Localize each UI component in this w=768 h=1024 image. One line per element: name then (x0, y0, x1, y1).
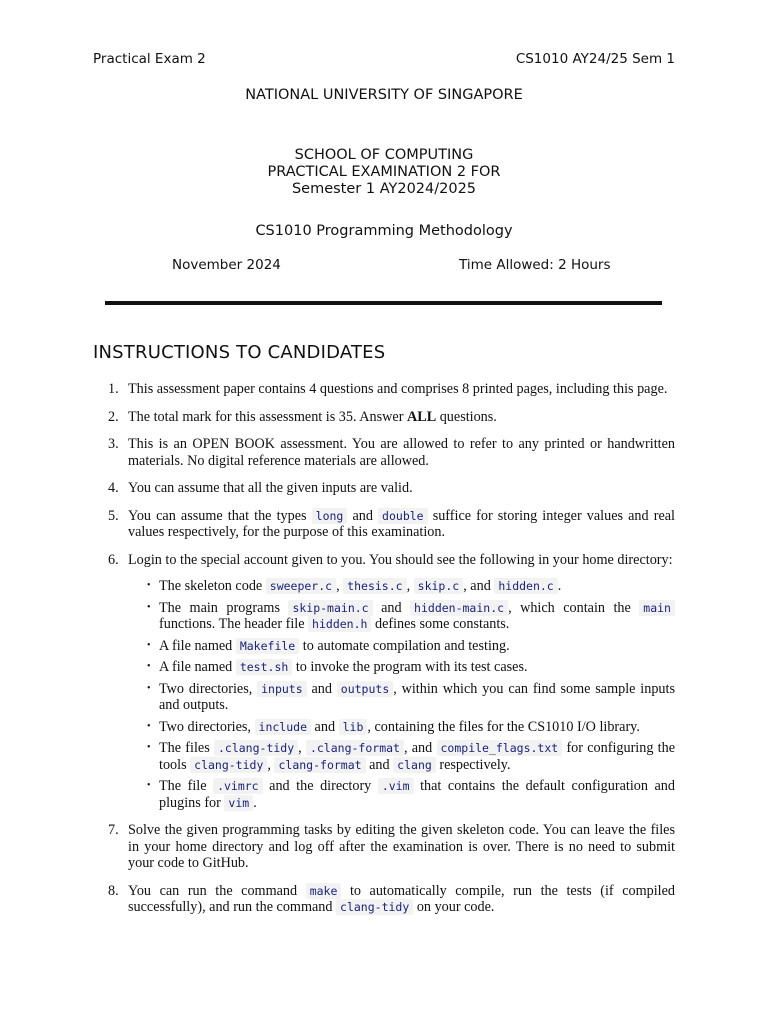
instruction-item (93, 480, 675, 497)
item-text: Login to the special account given to you. You should see the following in your home directory: (128, 551, 673, 568)
item-number: 4. (108, 480, 119, 496)
sub-text: A file named (159, 659, 236, 675)
code-makefile: Makefile (236, 638, 299, 654)
code-hidden-main: hidden-main.c (410, 600, 508, 616)
sub-text: , and (403, 740, 437, 756)
item-text: to automatically compile, run the tests (if compiled successfully), and run the command (128, 882, 675, 915)
code-make: make (306, 883, 342, 899)
sub-text: , (298, 740, 306, 756)
item-text: suffice for storing integer values and real values respectively, for the purpose of this examination. (128, 507, 675, 540)
item-number: 2. (108, 408, 119, 425)
item-text: You can assume that the types (128, 507, 312, 524)
item-text: on your code. (413, 899, 495, 915)
sub-text: to invoke the program with its test cases. (292, 659, 528, 675)
section-title: INSTRUCTIONS TO CANDIDATES (93, 342, 386, 363)
code-vim-dir: .vim (378, 778, 414, 794)
bullet-icon: • (147, 742, 151, 753)
sub-text: , within which you can find some sample inputs and outputs. (159, 680, 675, 713)
running-header-left: Practical Exam 2 (93, 51, 206, 67)
sub-text: The files (159, 740, 214, 756)
sub-text: defines some constants. (371, 616, 510, 632)
sub-text: and (311, 718, 339, 735)
university-name: NATIONAL UNIVERSITY OF SINGAPORE (245, 87, 523, 103)
code-hidden: hidden.c (494, 578, 557, 594)
exam-date: November 2024 (172, 257, 281, 273)
item-text: The total mark for this assessment is 35. Answer (128, 408, 407, 425)
item-text: You can assume that all the given inputs are valid. (128, 480, 413, 496)
item-text: and (347, 507, 379, 524)
instruction-item (93, 822, 675, 872)
item-number: 5. (108, 507, 119, 524)
item-number: 8. (108, 882, 119, 899)
semester-line: Semester 1 AY2024/2025 (291, 181, 477, 197)
sub-text: The file (159, 778, 214, 794)
sub-text: , and (463, 578, 495, 594)
code-double: double (378, 508, 428, 524)
instructions-list (93, 381, 675, 927)
sub-text: , (267, 756, 275, 773)
title-divider (105, 301, 662, 305)
sub-text: and (365, 756, 394, 773)
sub-text: . (557, 578, 562, 594)
bullet-icon: • (147, 682, 151, 694)
time-allowed: Time Allowed: 2 Hours (459, 257, 611, 273)
school-name: SCHOOL OF COMPUTING (294, 147, 474, 163)
code-test-sh: test.sh (236, 659, 292, 675)
sub-text: . (253, 794, 257, 811)
item-text: You can run the command (128, 882, 306, 899)
sub-item (128, 638, 675, 655)
course-title: CS1010 Programming Methodology (255, 223, 513, 239)
sub-text: to automate compilation and testing. (299, 637, 510, 654)
sub-text: , which contain the (508, 599, 640, 616)
sub-text: and (372, 599, 411, 616)
sub-text: , (336, 578, 344, 594)
sub-text: The main programs (159, 599, 289, 616)
directory-contents-list (128, 578, 675, 811)
code-skip-main: skip-main.c (288, 600, 372, 616)
sub-text: for configuring the tools (159, 740, 676, 773)
exam-title: PRACTICAL EXAMINATION 2 FOR (267, 164, 501, 180)
instruction-item (93, 552, 675, 812)
sub-text: and the directory (262, 778, 378, 794)
code-clang-tidy-cmd: clang-tidy (336, 899, 413, 915)
code-outputs: outputs (337, 681, 393, 697)
sub-text: , (406, 578, 414, 594)
instruction-item (93, 381, 675, 398)
code-sweeper: sweeper.c (266, 578, 336, 594)
sub-item (128, 578, 675, 595)
sub-text: Two directories, (159, 680, 258, 697)
sub-item (128, 681, 675, 714)
bullet-icon: • (147, 601, 151, 613)
code-include: include (255, 719, 311, 735)
sub-item (128, 778, 675, 811)
bullet-icon: • (147, 580, 151, 591)
emphasis-all: ALL (406, 408, 437, 425)
sub-item (128, 740, 675, 773)
sub-item (128, 659, 675, 676)
sub-text: , containing the files for the CS1010 I/O library. (367, 718, 640, 735)
sub-text: that contains the default configuration and plugins for (159, 778, 675, 811)
code-clang: clang (393, 757, 436, 773)
bullet-icon: • (147, 639, 151, 651)
item-number: 6. (108, 551, 119, 568)
code-hidden-h: hidden.h (308, 616, 371, 632)
code-lib: lib (339, 719, 368, 735)
instruction-item (93, 409, 675, 426)
code-inputs: inputs (257, 681, 307, 697)
code-vimrc: .vimrc (213, 778, 263, 794)
instruction-item (93, 508, 675, 541)
code-thesis: thesis.c (343, 578, 406, 594)
sub-text: and (306, 680, 337, 697)
sub-text: functions. The header file (159, 616, 309, 632)
instruction-item (93, 883, 675, 916)
code-clang-format-file: .clang-format (306, 740, 404, 756)
sub-item (128, 719, 675, 736)
code-clang-tidy-file: .clang-tidy (214, 740, 298, 756)
code-vim: vim (224, 795, 253, 811)
item-number: 1. (108, 381, 119, 397)
code-skip: skip.c (414, 578, 464, 594)
instruction-item (93, 436, 675, 469)
item-number: 3. (108, 436, 119, 452)
item-text: Solve the given programming tasks by editing the given skeleton code. You can leave the files in your home directory and log off after the examination is over. There is no need to submit your code to GitHub. (128, 822, 675, 871)
code-main: main (639, 600, 675, 616)
item-number: 7. (108, 822, 119, 838)
sub-item (128, 600, 675, 633)
bullet-icon: • (147, 780, 151, 791)
code-long: long (312, 508, 348, 524)
code-clang-tidy: clang-tidy (190, 757, 267, 773)
bullet-icon: • (147, 720, 151, 732)
code-clang-format: clang-format (274, 757, 365, 773)
code-compile-flags: compile_flags.txt (437, 740, 563, 756)
sub-text: respectively. (435, 756, 511, 773)
sub-text: A file named (159, 637, 236, 654)
item-text: This is an OPEN BOOK assessment. You are allowed to refer to any printed or handwritten materials. No digital reference materials are allowed. (128, 436, 675, 469)
item-text: questions. (436, 408, 497, 425)
item-text: This assessment paper contains 4 questions and comprises 8 printed pages, including this page. (128, 381, 668, 397)
running-header-right: CS1010 AY24/25 Sem 1 (515, 51, 675, 67)
sub-text: The skeleton code (159, 578, 266, 594)
bullet-icon: • (147, 661, 151, 672)
sub-text: Two directories, (159, 718, 255, 735)
